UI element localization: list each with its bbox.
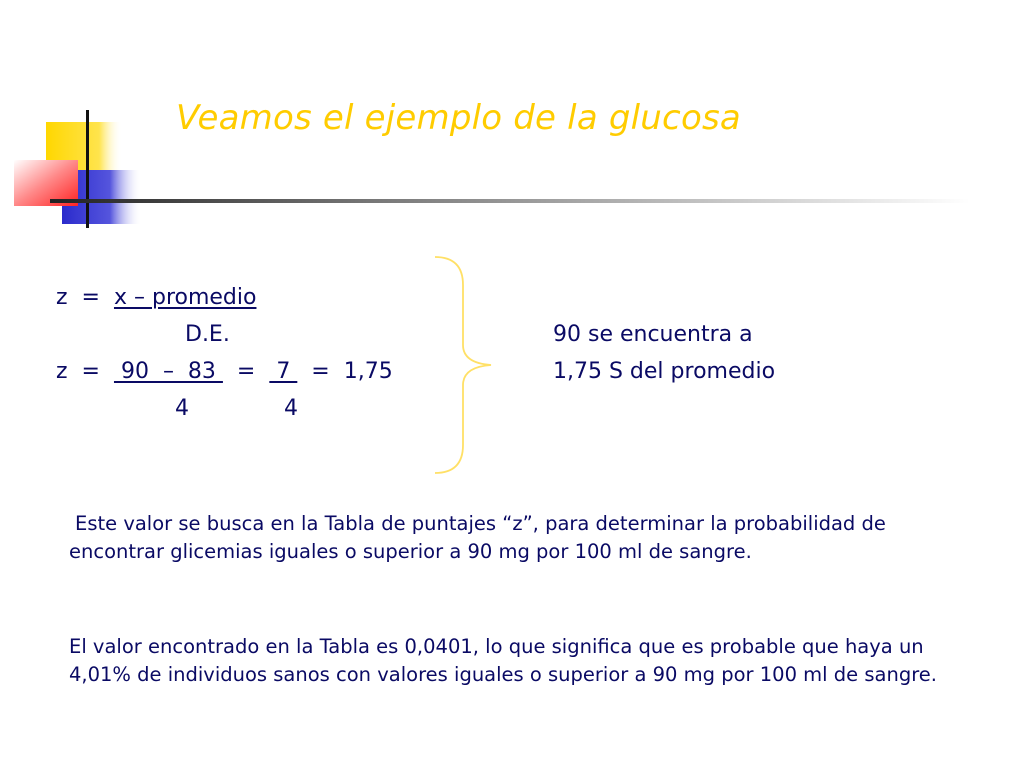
formula-z-prefix-2: z = [56, 359, 114, 384]
formula-numerator-result: 7 [269, 359, 298, 384]
formula-equals: = [222, 359, 270, 384]
deco-vertical-line [86, 110, 89, 228]
formula-denominator-a: 4 [175, 396, 189, 421]
paragraph-1: Este valor se busca en la Tabla de puntajes “z”, para determinar la probabilidad de encontrar glicemias iguales o superior a 90 mg por 100 ml de sangre. [69, 512, 886, 563]
formula-numerator: x – promedio [113, 285, 257, 310]
conclusion-line-1: 90 se encuentra a [553, 322, 753, 347]
slide-title: Veamos el ejemplo de la glucosa [176, 98, 741, 138]
title-rule [50, 199, 970, 203]
formula-line-3 [56, 359, 393, 384]
formula-denominator-b: 4 [284, 396, 298, 421]
formula-numerator-values: 90 – 83 [113, 359, 223, 384]
formula-line-1 [56, 285, 256, 310]
conclusion-line-2: 1,75 S del promedio [553, 359, 776, 384]
paragraph-2: El valor encontrado en la Tabla es 0,0401, lo que significa que es probable que haya un 4,01% de individuos sanos con valores iguales o superior a 90 mg por 100 ml de sangre. [69, 635, 937, 686]
right-brace [425, 255, 505, 475]
formula-denominator: D.E. [185, 322, 230, 347]
formula-z-prefix: z = [56, 285, 114, 310]
formula-result: = 1,75 [297, 359, 393, 384]
